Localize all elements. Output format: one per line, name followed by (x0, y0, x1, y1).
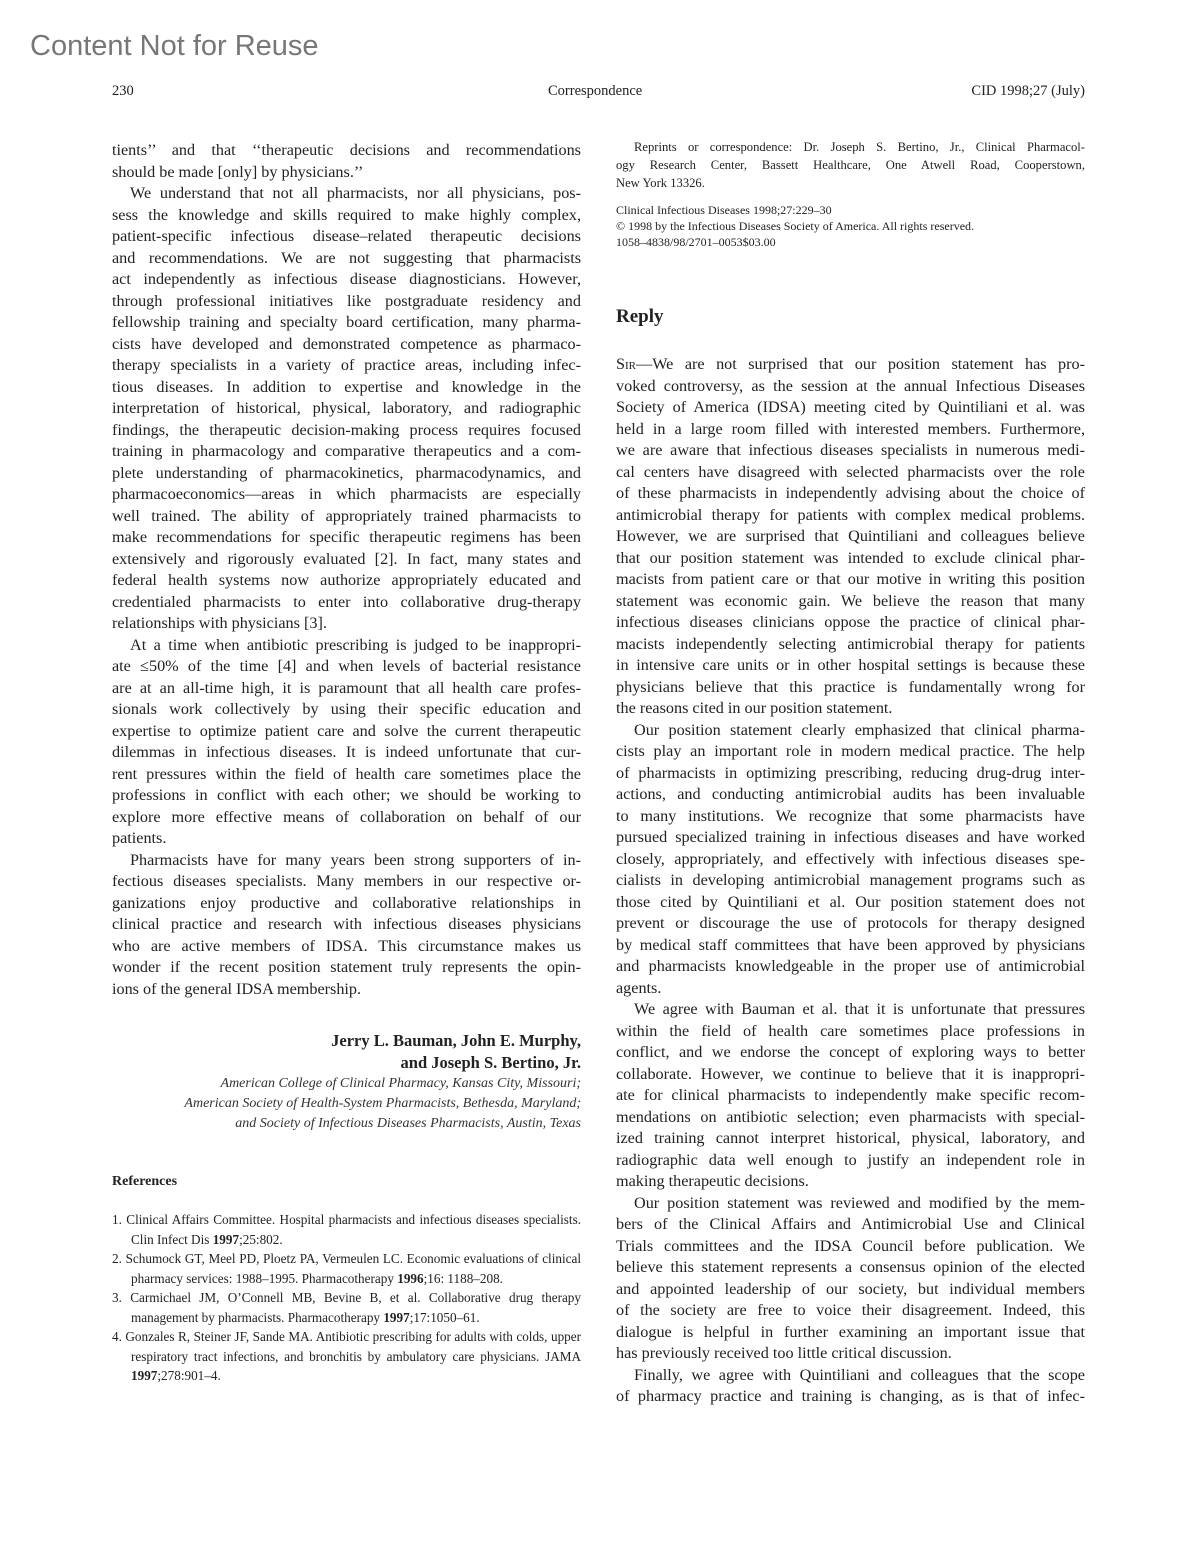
reply-text-line: ate for clinical pharmacists to independently make specific recom- (616, 1086, 1085, 1104)
signature-block (112, 1030, 581, 1134)
body-text-line: interpretation of historical, physical, laboratory, and radiographic (112, 399, 581, 417)
reply-heading: Reply (616, 306, 664, 327)
authors-line-2: and Joseph S. Bertino, Jr. (400, 1053, 581, 1072)
page-number: 230 (112, 83, 134, 99)
body-text-line: professions in conflict with each other; we should be working to (112, 786, 581, 804)
reply-text-line: those cited by Quintiliani et al. Our position statement does not (616, 892, 1085, 911)
body-text-line: sess the knowledge and skills required to make highly complex, (112, 205, 581, 224)
reply-text-line: held in a large room filled with interested members. Furthermore, (616, 419, 1085, 438)
body-text-line: Pharmacists have for many years been strong supporters of in- (130, 850, 581, 869)
body-text-line: ganizations enjoy productive and collaborative relationships in (112, 893, 581, 912)
body-text-line: wonder if the recent position statement truly represents the opin- (112, 958, 581, 976)
body-text-line: therapy specialists in a variety of practice areas, including infec- (112, 356, 581, 374)
reply-text-line: to many institutions. We recognize that some pharmacists have (616, 806, 1085, 825)
reply-text-line: infectious diseases clinicians oppose the practice of clinical phar- (616, 613, 1085, 631)
reply-text-line: radiographic data well enough to justify an independent role in (616, 1150, 1085, 1169)
references-heading: References (112, 1174, 178, 1189)
body-text-line: fellowship training and specialty board certification, many pharma- (112, 313, 581, 331)
salutation: Sir (616, 355, 637, 373)
body-text-line: make recommendations for specific therapeutic regimens has been (112, 528, 581, 546)
reply-text-line: cists play an important role in modern medical practice. The help (616, 742, 1085, 760)
reference-year: 1997 (131, 1368, 158, 1383)
reply-text-line: cialists in developing antimicrobial management programs such as (616, 871, 1085, 889)
reply-text-line: collaborate. However, we continue to believe that it is inappropri- (616, 1064, 1085, 1083)
body-text-line: patients. (112, 829, 167, 847)
reply-text-line: of these pharmacists in independently advising about the choice of (616, 484, 1085, 502)
body-text-line: are at an all-time high, it is paramount that all health care profes- (112, 678, 581, 697)
copyright-notice: © 1998 by the Infectious Diseases Society of America. All rights reserved. (616, 219, 975, 233)
body-text-line: ate ≤50% of the time [4] and when levels of bacterial resistance (112, 657, 581, 675)
reply-text-line: of pharmacists in optimizing prescribing, reducing drug-drug inter- (616, 763, 1085, 782)
body-text-line: clinical practice and research with infectious diseases physicians (112, 915, 581, 933)
reply-text-line: Sir—We are not surprised that our position statement has pro- (616, 355, 1085, 373)
reference-number: 2. (112, 1251, 126, 1266)
reference-number: 3. (112, 1290, 131, 1305)
body-text-line: tients’’ and that ‘‘therapeutic decisions and recommendations (112, 141, 581, 159)
reply-text-line: actions, and conducting antimicrobial audits has been invaluable (616, 785, 1085, 803)
reference-item: 4. Gonzales R, Steiner JF, Sande MA. Antibiotic prescribing for adults with colds, upper respiratory tract infections, and bronchitis by ambulatory care physicians. JAMA 1997;278:901–4. (112, 1329, 581, 1383)
reply-text-line: We agree with Bauman et al. that it is unfortunate that pressures (634, 1000, 1085, 1018)
reply-body (616, 354, 1085, 1408)
watermark: Content Not for Reuse (30, 30, 319, 62)
body-text-line: extensively and rigorously evaluated [2]. In fact, many states and (112, 549, 581, 568)
reference-item: 1. Clinical Affairs Committee. Hospital pharmacists and infectious diseases specialists. Clin Infect Dis 1997;25:802. (112, 1212, 582, 1247)
authors-line-1: Jerry L. Bauman, John E. Murphy, (331, 1031, 581, 1050)
reply-text-line: prevent or discourage the use of protocols for therapy designed (616, 914, 1085, 932)
reply-text-line: physicians believe that this practice is fundamentally wrong for (616, 677, 1085, 696)
reply-text-line: agents. (616, 978, 662, 997)
reply-text-line: antimicrobial therapy for patients with complex medical problems. (616, 505, 1085, 524)
body-text-line: sionals work collectively by using their specific education and (112, 700, 581, 718)
reply-text-line: of the society are free to voice their disagreement. Indeed, this (616, 1301, 1085, 1319)
footnote-line: New York 13326. (616, 176, 705, 190)
reference-year: 1997 (212, 1231, 240, 1247)
affiliation-3: and Society of Infectious Diseases Pharmacists, Austin, Texas (235, 1116, 581, 1131)
body-text-line: fectious diseases specialists. Many members in our respective or- (112, 872, 581, 890)
journal-meta (616, 202, 1085, 250)
left-column-body (112, 140, 581, 1000)
body-text-line: through professional initiatives like postgraduate residency and (112, 291, 581, 310)
reply-text-line: Our position statement clearly emphasized that clinical pharma- (634, 720, 1085, 739)
reply-text-line: we are aware that infectious diseases specialists in numerous medi- (616, 441, 1085, 459)
body-text-line: We understand that not all pharmacists, nor all physicians, pos- (130, 184, 581, 202)
affiliation-1: American College of Clinical Pharmacy, Kansas City, Missouri; (220, 1076, 581, 1091)
reference-year: 1997 (383, 1309, 410, 1325)
reply-text-line: However, we are surprised that Quintiliani and colleagues believe (616, 527, 1085, 545)
reply-text-line: conflict, and we endorse the concept of exploring ways to better (616, 1043, 1085, 1061)
body-text-line: pharmacoeconomics—areas in which pharmacists are especially (112, 485, 581, 503)
body-text-line: training in pharmacology and comparative therapeutics and a com- (112, 442, 581, 460)
reply-text-line: Finally, we agree with Quintiliani and colleagues that the scope (634, 1365, 1085, 1384)
issn-code: 1058–4838/98/2701–0053$03.00 (616, 235, 776, 249)
reply-text-line: macists from patient care or that our motive in writing this position (616, 570, 1085, 588)
body-text-line: who are active members of IDSA. This circumstance makes us (112, 936, 581, 955)
reply-text-line: cal centers have disagreed with selected pharmacists over the role (616, 462, 1085, 481)
body-text-line: plete understanding of pharmacokinetics, pharmacodynamics, and (112, 463, 581, 482)
body-text-line: should be made [only] by physicians.’’ (112, 162, 364, 181)
reply-text-line: Trials committees and the IDSA Council before publication. We (616, 1236, 1085, 1255)
reference-year: 1996 (397, 1270, 424, 1286)
body-text-line: patient-specific infectious disease–related therapeutic decisions (112, 227, 581, 245)
reply-text-line: closely, appropriately, and effectively with infectious diseases spe- (616, 849, 1085, 868)
journal-issue: CID 1998;27 (July) (971, 83, 1085, 99)
reply-text-line: Society of America (IDSA) meeting cited by Quintiliani et al. was (616, 398, 1085, 416)
reply-text-line: bers of the Clinical Affairs and Antimicrobial Use and Clinical (616, 1215, 1085, 1233)
reference-number: 4. (112, 1329, 126, 1344)
reply-text-line: in intensive care units or in other hospital settings is because these (616, 656, 1085, 674)
reply-text-line: making therapeutic decisions. (616, 1172, 809, 1190)
reply-text-line: of pharmacy practice and training is changing, as is that of infec- (616, 1387, 1085, 1405)
reply-text-line: and appointed leadership of our society, but individual members (616, 1279, 1085, 1298)
reply-text-line: macists independently selecting antimicrobial therapy for patients (616, 634, 1085, 653)
reference-item: 3. Carmichael JM, O’Connell MB, Bevine B, et al. Collaborative drug therapy management by pharmacists. Pharmacotherapy 1997;17:1050–61. (112, 1290, 581, 1325)
reply-text-line: mendations on antibiotic selection; even pharmacists with special- (616, 1107, 1085, 1126)
body-text-line: dilemmas in infectious diseases. It is indeed unfortunate that cur- (112, 743, 581, 761)
body-text-line: relationships with physicians [3]. (112, 614, 327, 632)
reference-number: 1. (112, 1212, 127, 1227)
reprints-footnote (616, 138, 1085, 192)
body-text-line: rent pressures within the field of health care sometimes place the (112, 764, 581, 783)
body-text-line: well trained. The ability of appropriately trained pharmacists to (112, 506, 581, 525)
body-text-line: explore more effective means of collaboration on behalf of our (112, 807, 581, 826)
footnote-line: ogy Research Center, Bassett Healthcare, One Atwell Road, Cooperstown, (616, 158, 1085, 172)
footnote-line: Reprints or correspondence: Dr. Joseph S. Bertino, Jr., Clinical Pharmacol- (634, 140, 1085, 154)
journal-citation: Clinical Infectious Diseases 1998;27:229–30 (616, 203, 832, 217)
reply-text-line: the reasons cited in our position statement. (616, 699, 893, 717)
body-text-line: tious diseases. In addition to expertise and knowledge in the (112, 377, 581, 396)
reply-text-line: that our position statement was intended to exclude clinical phar- (616, 548, 1085, 567)
body-text-line: cists have developed and demonstrated competence as pharmaco- (112, 334, 581, 353)
reference-item: 2. Schumock GT, Meel PD, Ploetz PA, Vermeulen LC. Economic evaluations of clinical pharmacy services: 1988–1995. Pharmacotherapy 1996;16: 1188–208. (112, 1251, 581, 1286)
reply-text-line: believe this statement represents a consensus opinion of the elected (616, 1258, 1085, 1276)
reply-text-line: and pharmacists knowledgeable in the proper use of antimicrobial (616, 957, 1085, 975)
affiliation-2: American Society of Health-System Pharmacists, Bethesda, Maryland; (184, 1096, 581, 1111)
body-text-line: At a time when antibiotic prescribing is judged to be inappropri- (130, 635, 581, 654)
reply-text-line: pursued specialized training in infectious diseases and have worked (616, 828, 1085, 846)
reply-text-line: ized training cannot interpret historical, physical, laboratory, and (616, 1129, 1085, 1147)
reply-text-line: has previously received too little critical discussion. (616, 1344, 952, 1362)
body-text-line: federal health systems now authorize appropriately educated and (112, 571, 581, 589)
reply-text-line: voked controversy, as the session at the annual Infectious Diseases (616, 376, 1085, 395)
section-title: Correspondence (548, 83, 643, 99)
body-text-line: credentialed pharmacists to enter into collaborative drug-therapy (112, 592, 581, 611)
reply-text-line: by medical staff committees that have been approved by physicians (616, 935, 1085, 954)
reply-text-line: within the field of health care sometimes place professions in (616, 1021, 1085, 1040)
references-list (112, 1210, 581, 1386)
body-text-line: expertise to optimize patient care and solve the current therapeutic (112, 721, 581, 740)
reply-text-line: dialogue is helpful in further examining an important issue that (616, 1322, 1085, 1341)
body-text-line: findings, the therapeutic decision-making process requires focused (112, 420, 581, 439)
body-text-line: act independently as infectious disease diagnosticians. However, (112, 270, 581, 288)
reply-text-line: Our position statement was reviewed and modified by the mem- (634, 1193, 1085, 1212)
body-text-line: and recommendations. We are not suggesting that pharmacists (112, 248, 581, 267)
reply-text-line: statement was economic gain. We believe the reason that many (616, 591, 1085, 610)
body-text-line: ions of the general IDSA membership. (112, 979, 362, 998)
